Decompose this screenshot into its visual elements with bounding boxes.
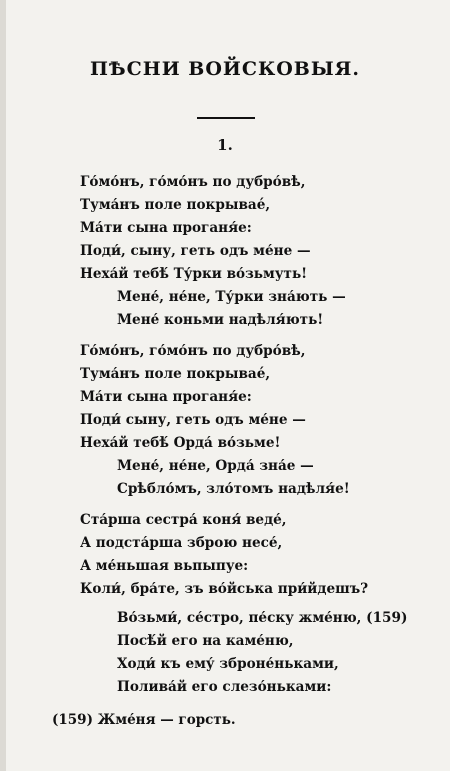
title-rule [197, 117, 255, 119]
page-title: ПѢСНИ ВОЙСКОВЫЯ. [89, 58, 361, 80]
verse-line: Коли́, бра́те, зъ во́йська при́йдешъ? [80, 581, 369, 597]
verse-line: Поди́ сыну, геть одъ ме́не — [80, 412, 306, 428]
verse-line: Го́мо́нъ, го́мо́нъ по дубро́вѣ, [80, 343, 306, 359]
verse-line: Тума́нъ поле покрываé, [80, 197, 271, 213]
verse-line: Мене́ коньми надѣля́ють! [117, 312, 324, 328]
verse-line: Ма́ти сына проганя́е: [80, 220, 252, 236]
page-edge-shadow [0, 0, 6, 771]
verse-line: Го́мо́нъ, го́мо́нъ по дубро́вѣ, [80, 174, 306, 190]
verse-line: Посѣ́й его на каме́ню, [117, 633, 294, 649]
verse-line: А подста́рша зброю несе́, [80, 535, 283, 551]
verse-line: Ста́рша сестра́ коня́ веде́, [80, 512, 287, 528]
verse-line: Срѣбло́мъ, зло́томъ надѣля́е! [117, 481, 350, 497]
verse-line: Неха́й тебѣ́ Орда́ во́зьме! [80, 435, 281, 451]
verse-line: Во́зьми́, се́стро, пе́ску жме́ню, (159) [117, 610, 408, 626]
verse-line: Ма́ти сына проганя́е: [80, 389, 252, 405]
verse-line: Полива́й его слезо́ньками: [117, 679, 332, 695]
verse-line: Неха́й тебѣ́ Ту́рки во́зьмуть! [80, 266, 308, 282]
verse-line: Мене́, не́не, Ту́рки зна́ють — [117, 289, 346, 305]
verse-line: Тума́нъ поле покрываé, [80, 366, 271, 382]
verse-line: Поди́, сыну, геть одъ ме́не — [80, 243, 311, 259]
footnote: (159) Жме́ня — горсть. [52, 712, 236, 728]
verse-line: Ходи́ къ ему́ зброне́ньками, [117, 656, 339, 672]
verse-line: Мене́, не́не, Орда́ зна́е — [117, 458, 314, 474]
song-number: 1. [217, 136, 233, 154]
verse-line: А ме́ньшая вьпыпуе: [80, 558, 249, 574]
